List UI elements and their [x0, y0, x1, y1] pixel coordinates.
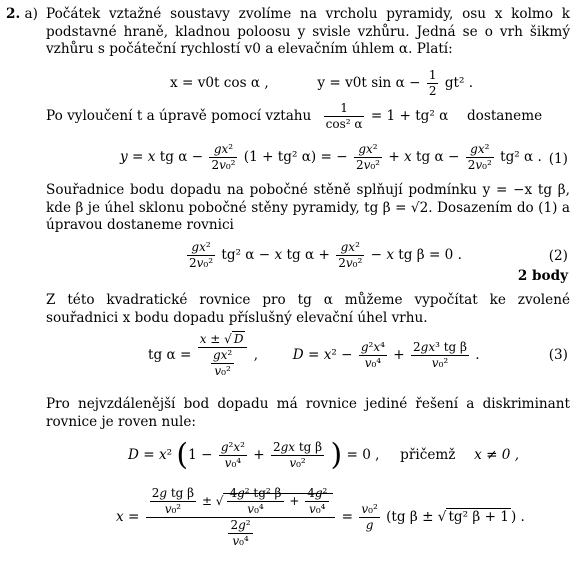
- paragraph-quadratic: Z této kvadratické rovnice pro tg α můžeme vypočítat ke zvolené souřadnici x bodu dopadu příslušný elevační úhel vrhu.: [46, 292, 570, 326]
- paragraph-elimination: Po vyloučení t a úpravě pomocí vztahu $\frac{1}{\text{cos² α}}$ = 1 + tg² α dostaneme: [46, 101, 543, 131]
- equation-1: y = x tg α − $\frac{\text{gx²}}{\text{2v₀²}}$ (1 + tg² α) = − $\frac{\text{gx²}}{\text{2v₀²}}$ + x tg α − $\frac{\text{gx²}}{\text{2v₀²}}$ tg² α .: [120, 142, 542, 172]
- identity-rel: = 1 + tg² α: [370, 108, 449, 124]
- equation-y: y = v0t sin α −: [317, 75, 421, 91]
- paragraph-intro: Počátek vztažné soustavy zvolíme na vrcholu pyramidy, osu x kolmo k podstavné hraně, kladnou poloosu y svisle vzhůru. Jedná se o vrh šikmý vzhůru s počáteční rychlostí v0 a elevačním úhlem α. Platí:: [46, 6, 570, 57]
- equation-xy: x = v0t cos α , y = v0t sin α − $\frac{1}{2}$ gt² .: [170, 68, 474, 98]
- paragraph-condition: Souřadnice bodu dopadu na pobočné stěně splňují podmínku y = −x tg β, kde β je úhel sklonu pobočné stěny pyramidy, tg β = √2. Dosazením do (1) a úpravou dostaneme rovnici: [46, 182, 570, 233]
- condition-x: x ≠ 0 ,: [474, 447, 520, 463]
- problem-number: 2. a): [6, 6, 38, 22]
- equation-1-label: (1): [548, 151, 568, 167]
- equation-x: x = v0t cos α ,: [170, 75, 269, 91]
- points-badge: 2 body: [517, 268, 568, 284]
- paragraph-discriminant: Pro nejvzdálenější bod dopadu má rovnice jediné řešení a diskriminant rovnice je roven nule:: [46, 396, 570, 430]
- equation-y-end: gt² .: [444, 75, 474, 91]
- equation-4: D = x² (1 − $\frac{\text{g²x²}}{\text{v₀⁴}}$ + $\frac{\text{2gx tg β}}{\text{v₀²}}$ ) = 0 , přičemž x ≠ 0 ,: [128, 437, 520, 473]
- problem-part: a): [24, 6, 38, 22]
- equation-5: x = $\frac{\text{2g tg β}}{\text{v₀²}}$ ± √ $\frac{\text{4g² tg² β}}{\text{v₀⁴}}$ + $\frac{\text{4g²}}{\text{v₀⁴}}$ $\frac{\text{2g²}}{\text{v₀⁴}}$ = $\frac{\text{v₀²}}{g}$ (tg β ± √ tg² β + 1 ) .: [116, 486, 525, 548]
- equation-3: tg α = $\frac{x \pm √ D}{\frac{\text{gx²}}{\text{v₀²}}}$ , D = x² − $\frac{\text{g²x⁴}}{\text{v₀⁴}}$ + $\frac{\text{2gx³ tg β}}{\text{v₀²}}$ .: [148, 332, 480, 378]
- equation-2: $\frac{\text{gx²}}{\text{2v₀²}}$ tg² α − x tg α + $\frac{\text{gx²}}{\text{2v₀²}}$ − x tg β = 0 .: [189, 240, 462, 270]
- equation-3-label: (3): [548, 347, 568, 363]
- equation-2-label: (2): [548, 248, 568, 264]
- label-pricemz: přičemž: [400, 447, 456, 463]
